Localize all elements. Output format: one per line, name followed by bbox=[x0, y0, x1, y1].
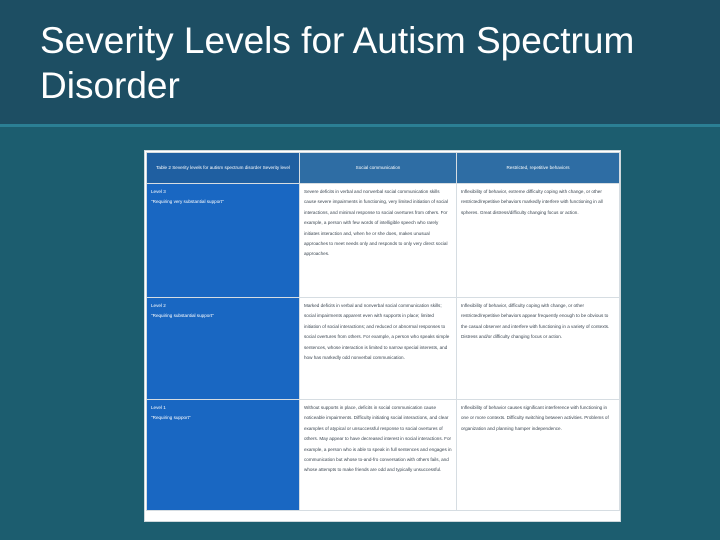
social-communication-cell: Severe deficits in verbal and nonverbal social communication skills cause severe impairments in functioning, very limited initiation of social interactions, and minimal response to social overtures from others. For example, a person with few words of intelligible speech who rarely initiates interaction and, when he or she does, makes unusual approaches to meet needs only and responds to only very direct social approaches. bbox=[300, 184, 457, 298]
repetitive-behaviors-cell: Inflexibility of behavior, difficulty coping with change, or other restricted/repetitive behaviors appear frequently enough to be obvious to the casual observer and interfere with functioning in a variety of contexts. Distress and/or difficulty changing focus or action. bbox=[457, 298, 620, 400]
level-cell bbox=[147, 184, 300, 298]
repetitive-behaviors-cell: Inflexibility of behavior causes significant interference with functioning in one or more contexts. Difficulty switching between activities. Problems of organization and planning hamper independence. bbox=[457, 400, 620, 511]
repetitive-behaviors-cell: Inflexibility of behavior, extreme difficulty coping with change, or other restricted/repetitive behaviors markedly interfere with functioning in all spheres. Great distress/difficulty changing focus or action. bbox=[457, 184, 620, 298]
accent-divider bbox=[0, 124, 720, 127]
table-header-row bbox=[147, 153, 620, 184]
level-name: Level 1 bbox=[151, 405, 166, 410]
social-communication-cell: Marked deficits in verbal and nonverbal social communication skills; social impairments apparent even with supports in place; limited initiation of social interactions; and reduced or abnormal responses to social overtures from others. For example, a person who speaks simple sentences, whose interaction is limited to narrow special interests, and how has markedly odd nonverbal communication. bbox=[300, 298, 457, 400]
support-label: "Requiring substantial support" bbox=[151, 313, 214, 319]
severity-table bbox=[146, 152, 620, 511]
level-cell bbox=[147, 298, 300, 400]
slide-title: Severity Levels for Autism Spectrum Disorder bbox=[40, 20, 635, 106]
table-row bbox=[147, 298, 620, 400]
header-severity-level: Table 2 Severity levels for autism spectrum disorder Severity level bbox=[147, 153, 300, 184]
level-name: Level 2 bbox=[151, 303, 166, 308]
table-row bbox=[147, 400, 620, 511]
level-name: Level 3 bbox=[151, 189, 166, 194]
social-communication-cell: Without supports in place, deficits in social communication cause noticeable impairments. Difficulty initiating social interactions, and clear examples of atypical or unsuccessful response to social overtures of others. May appear to have decreased interest in social interactions. For example, a person who is able to speak in full sentences and engages in communication but whose to-and-fro conversation with others fails, and whose attempts to make friends are odd and typically unsuccessful. bbox=[300, 400, 457, 511]
support-label: "Requiring very substantial support" bbox=[151, 199, 224, 205]
level-cell bbox=[147, 400, 300, 511]
severity-table-frame bbox=[144, 150, 621, 522]
support-label: "Requiring support" bbox=[151, 415, 191, 421]
header-restricted-repetitive: Restricted, repetitive behaviors bbox=[457, 153, 620, 184]
header-social-communication: Social communication bbox=[300, 153, 457, 184]
table-row bbox=[147, 184, 620, 298]
